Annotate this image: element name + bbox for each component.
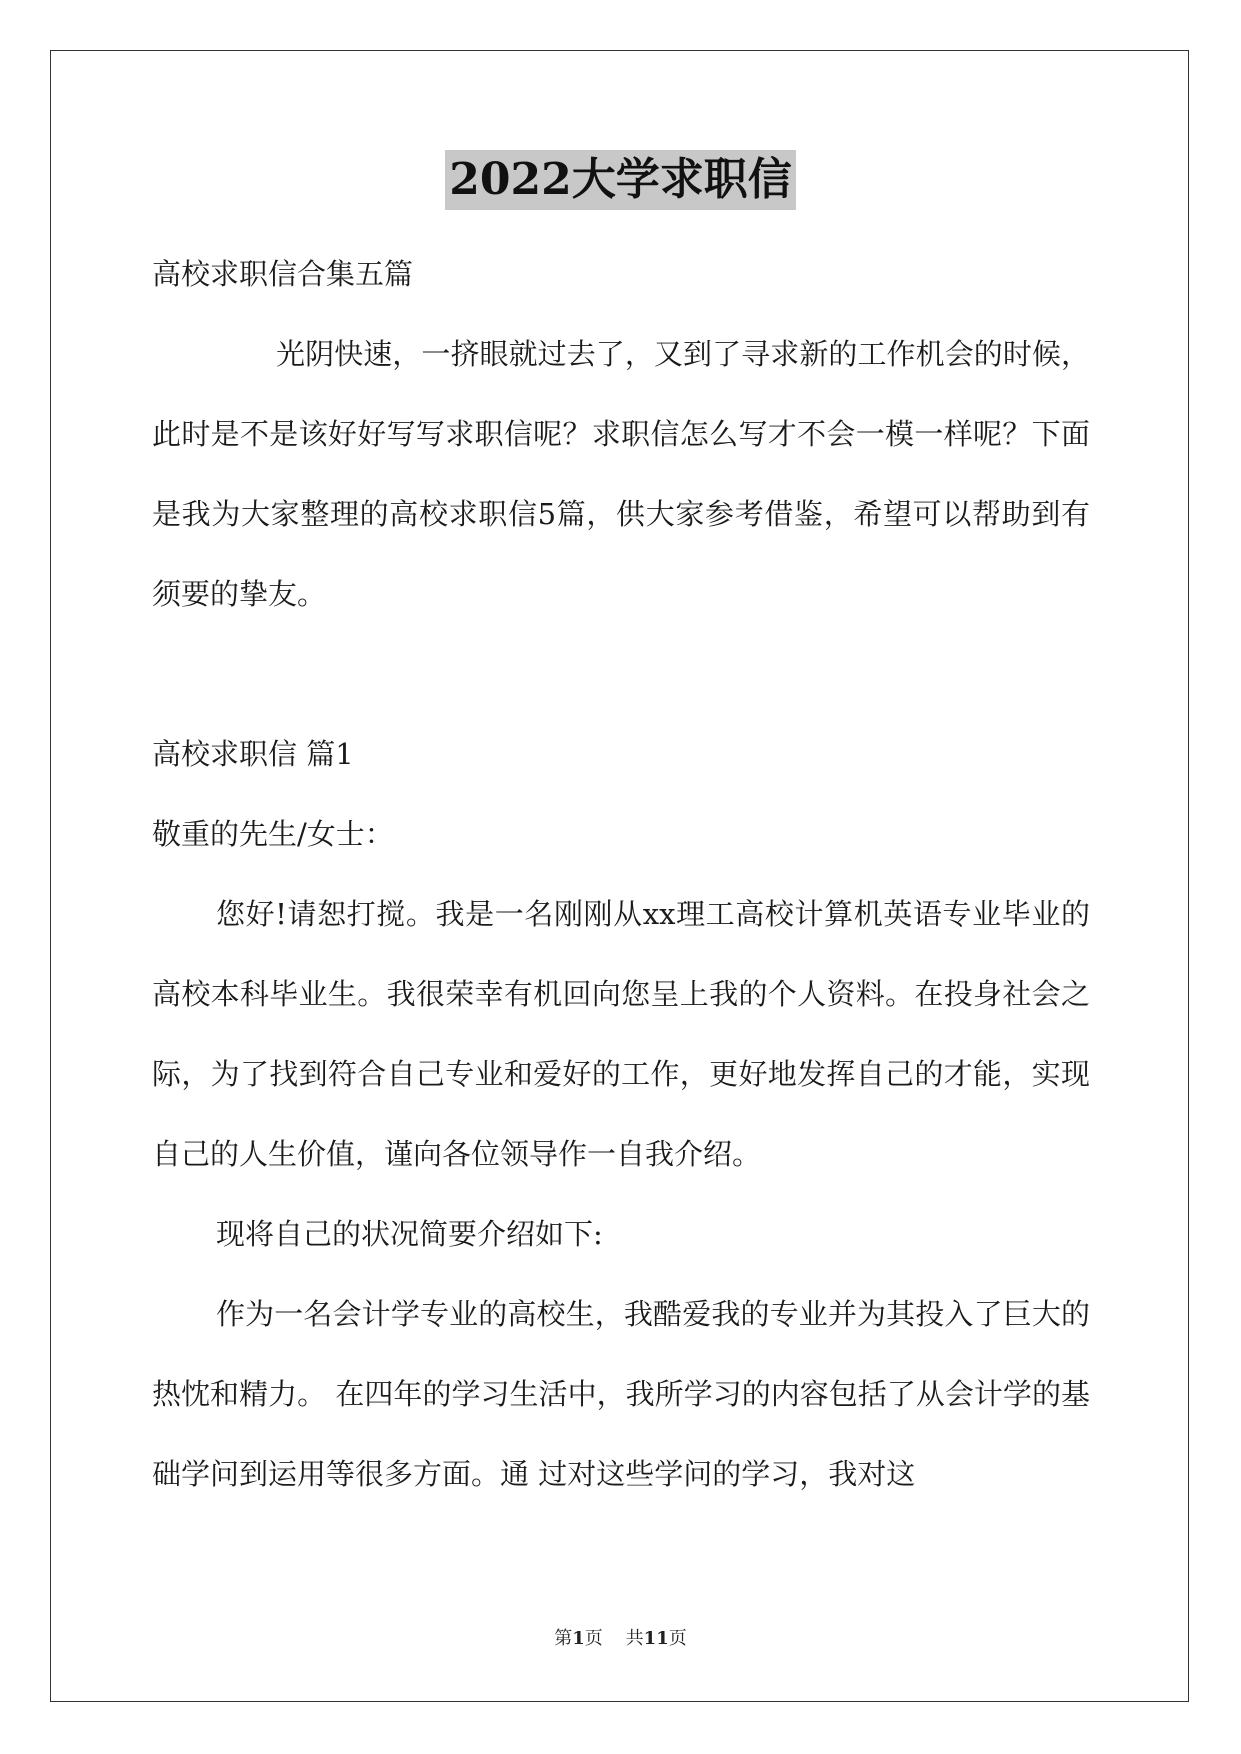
document-subtitle: 高校求职信合集五篇 (152, 257, 414, 291)
document-body (152, 234, 1090, 1514)
intro-paragraph: 光阴快速，一挤眼就过去了，又到了寻求新的工作机会的时候，此时是不是该好好写写求职信呢？求职信怎么写才不会一模一样呢？下面是我为大家整理的高校求职信5篇，供大家参考借鉴，希望可以帮助到有须要的挚友。 (152, 337, 1090, 611)
total-pages: 11 (643, 1628, 669, 1649)
total-suffix: 页 (668, 1628, 687, 1649)
spacer (152, 634, 1090, 714)
page-footer (0, 1624, 1241, 1650)
document-title: 2022大学求职信 (445, 150, 795, 210)
page-suffix: 页 (584, 1628, 603, 1649)
section-heading: 高校求职信 篇1 (152, 737, 354, 771)
total-prefix: 共 (625, 1628, 644, 1649)
body-paragraph-3: 作为一名会计学专业的高校生，我酷爱我的专业并为其投入了巨大的热忱和精力。 在四年的学习生活中，我所学习的内容包括了从会计学的基础学问到运用等很多方面。通 过对这些学问的学习，我对这 (152, 1297, 1090, 1491)
body-paragraph-2: 现将自己的状况简要介绍如下: (216, 1217, 603, 1251)
page-number: 1 (572, 1628, 585, 1649)
document-title-wrap (0, 150, 1241, 210)
page-prefix: 第 (554, 1628, 573, 1649)
body-paragraph-1: 您好!请恕打搅。我是一名刚刚从xx理工高校计算机英语专业毕业的高校本科毕业生。我很荣幸有机回向您呈上我的个人资料。在投身社会之际，为了找到符合自己专业和爱好的工作，更好地发挥自己的才能，实现自己的人生价值，谨向各位领导作一自我介绍。 (152, 897, 1090, 1171)
salutation: 敬重的先生/女士： (152, 817, 394, 851)
